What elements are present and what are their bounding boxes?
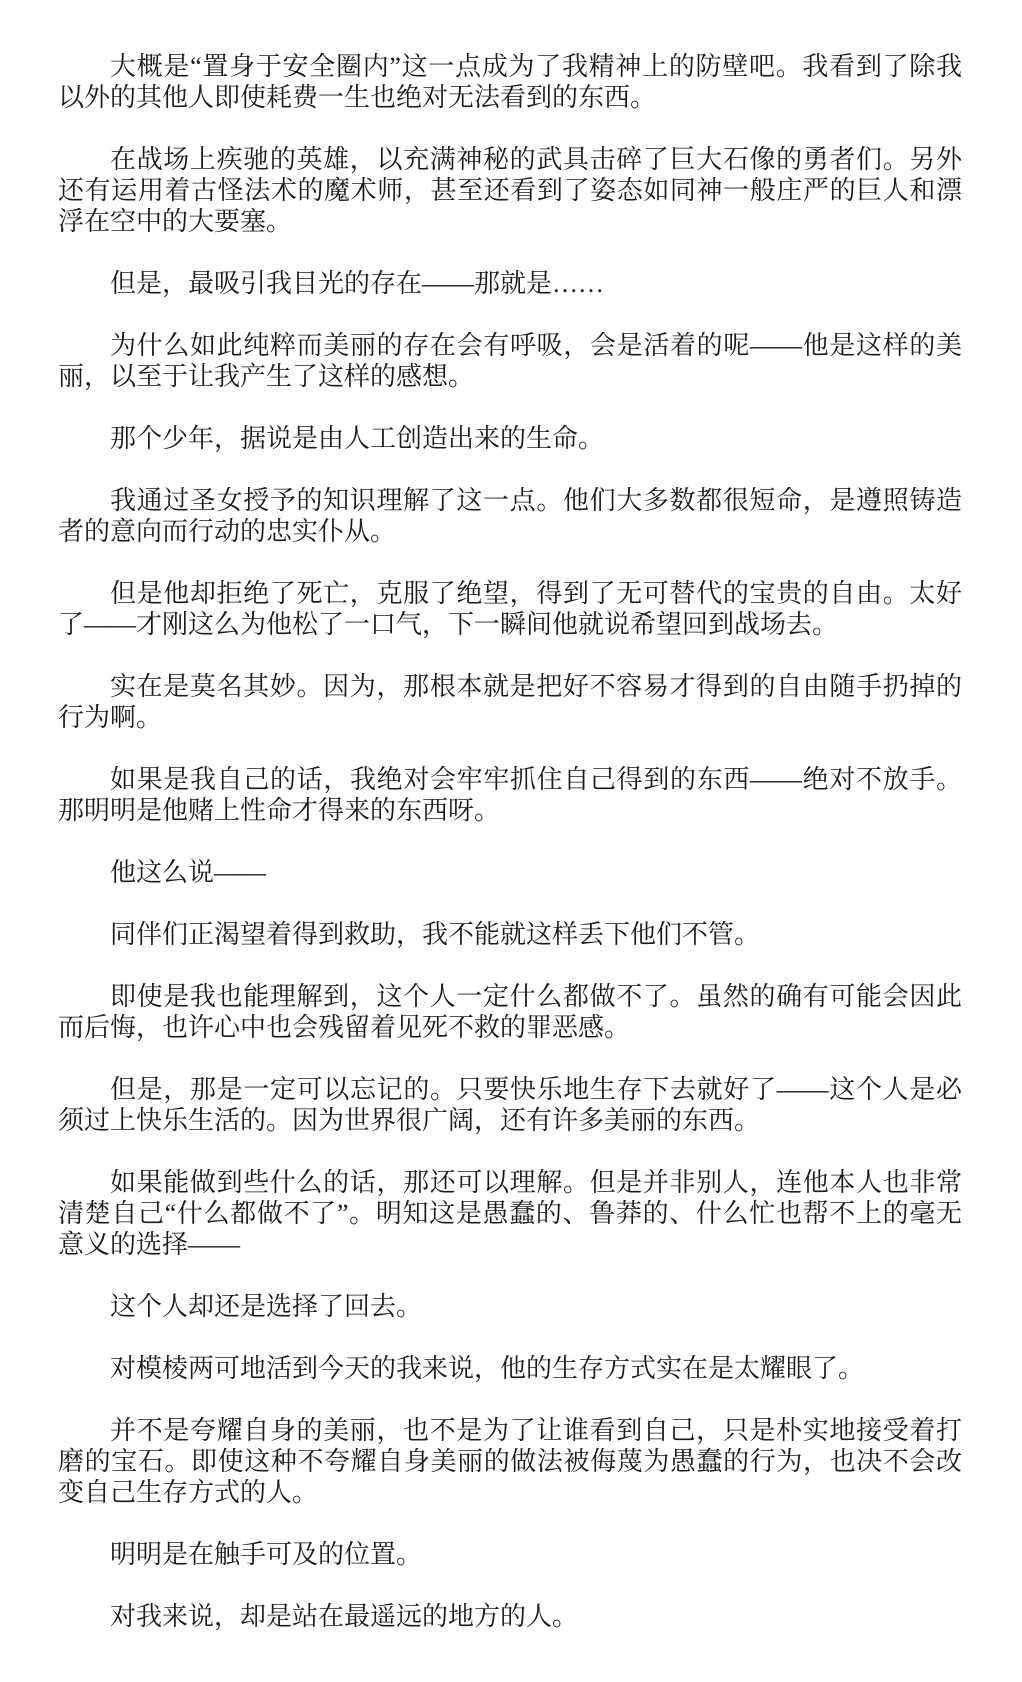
paragraph: 如果能做到些什么的话，那还可以理解。但是并非别人，连他本人也非常清楚自己“什么都做不了”。明知这是愚蠢的、鲁莽的、什么忙也帮不上的毫无意义的选择——: [58, 1168, 962, 1259]
paragraph: 对模棱两可地活到今天的我来说，他的生存方式实在是太耀眼了。: [110, 1354, 865, 1383]
paragraph: 那个少年，据说是由人工创造出来的生命。: [110, 424, 605, 453]
paragraph: 即使是我也能理解到，这个人一定什么都做不了。虽然的确有可能会因此而后悔，也许心中也会残留着见死不救的罪恶感。: [58, 982, 962, 1042]
paragraph: 并不是夸耀自身的美丽，也不是为了让谁看到自己，只是朴实地接受着打磨的宝石。即使这种不夸耀自身美丽的做法被侮蔑为愚蠢的行为，也决不会改变自己生存方式的人。: [58, 1416, 962, 1507]
paragraph: 为什么如此纯粹而美丽的存在会有呼吸，会是活着的呢——他是这样的美丽，以至于让我产生了这样的感想。: [58, 331, 962, 391]
paragraph: 我通过圣女授予的知识理解了这一点。他们大多数都很短命，是遵照铸造者的意向而行动的忠实仆从。: [58, 486, 962, 546]
paragraph: 明明是在触手可及的位置。: [110, 1540, 423, 1569]
paragraph: 如果是我自己的话，我绝对会牢牢抓住自己得到的东西——绝对不放手。那明明是他赌上性命才得来的东西呀。: [58, 765, 962, 825]
paragraph: 但是，最吸引我目光的存在——那就是……: [110, 269, 605, 298]
paragraph: 对我来说，却是站在最遥远的地方的人。: [110, 1602, 579, 1631]
paragraph: 他这么说——: [110, 858, 267, 887]
paragraph: 同伴们正渴望着得到救助，我不能就这样丢下他们不管。: [110, 920, 761, 949]
paragraph: 这个人却还是选择了回去。: [110, 1292, 423, 1321]
paragraph: 但是，那是一定可以忘记的。只要快乐地生存下去就好了——这个人是必须过上快乐生活的。因为世界很广阔，还有许多美丽的东西。: [58, 1075, 962, 1135]
paragraph: 在战场上疾驰的英雄，以充满神秘的武具击碎了巨大石像的勇者们。另外还有运用着古怪法术的魔术师，甚至还看到了姿态如同神一般庄严的巨人和漂浮在空中的大要塞。: [58, 145, 962, 236]
paragraph: 但是他却拒绝了死亡，克服了绝望，得到了无可替代的宝贵的自由。太好了——才刚这么为他松了一口气，下一瞬间他就说希望回到战场去。: [58, 579, 962, 639]
paragraph: 实在是莫名其妙。因为，那根本就是把好不容易才得到的自由随手扔掉的行为啊。: [58, 672, 962, 732]
paragraph: 大概是“置身于安全圈内”这一点成为了我精神上的防壁吧。我看到了除我以外的其他人即使耗费一生也绝对无法看到的东西。: [58, 52, 962, 112]
